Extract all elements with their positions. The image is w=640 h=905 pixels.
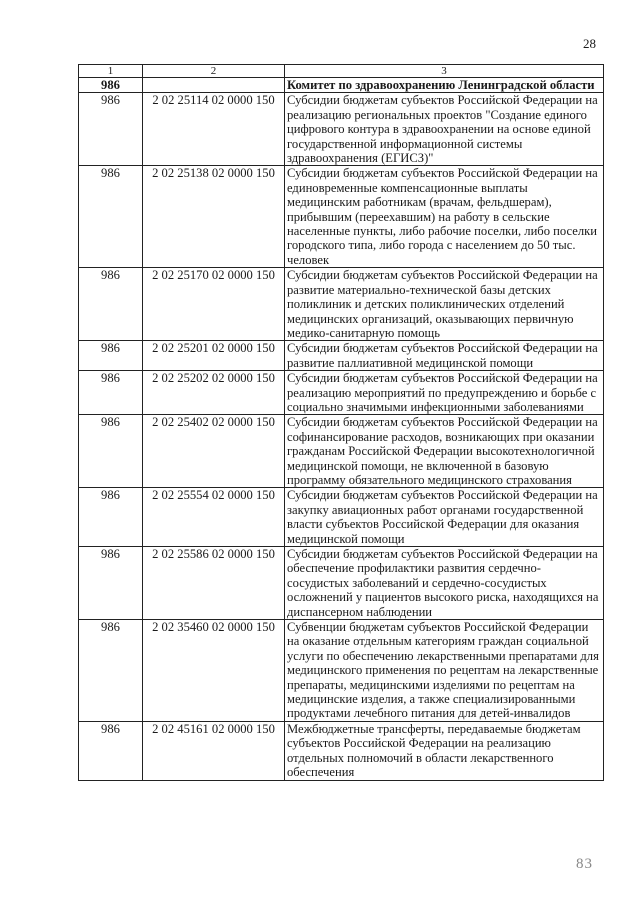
column-header-1: 1 [79, 65, 143, 78]
section-title-cell: Комитет по здравоохранению Ленинградской области [285, 78, 604, 93]
admin-code-cell: 986 [79, 415, 143, 488]
revenue-name-cell: Межбюджетные трансферты, передаваемые бюджетам субъектов Российской Федерации на реализацию отдельных полномочий в области лекарственного обеспечения [285, 721, 604, 780]
table-row [79, 620, 604, 722]
column-header-3: 3 [285, 65, 604, 78]
admin-code-cell: 986 [79, 78, 143, 93]
budget-code-cell: 2 02 25402 02 0000 150 [143, 415, 285, 488]
table-row [79, 93, 604, 166]
table-row [79, 488, 604, 547]
admin-code-cell: 986 [79, 547, 143, 620]
admin-code-cell: 986 [79, 93, 143, 166]
revenue-name-cell: Субвенции бюджетам субъектов Российской Федерации на оказание отдельным категориям граждан социальной услуги по обеспечению лекарственными препаратами для медицинского применения по рецептам на лекарственные препараты, медицинскими изделиями по рецептам на медицинские изделия, а также специализированными продуктами лечебного питания для детей-инвалидов [285, 620, 604, 722]
table-body [79, 78, 604, 781]
revenue-name-cell: Субсидии бюджетам субъектов Российской Федерации на реализацию региональных проектов "Создание единого цифрового контура в здравоохранении на основе единой государственной информационной системы здравоохранения (ЕГИСЗ)" [285, 93, 604, 166]
budget-code-cell: 2 02 25586 02 0000 150 [143, 547, 285, 620]
revenue-name-cell: Субсидии бюджетам субъектов Российской Федерации на реализацию мероприятий по предупреждению и борьбе с социально значимыми инфекционными заболеваниями [285, 371, 604, 415]
table-row [79, 166, 604, 268]
page-number: 28 [583, 36, 596, 51]
table-row [79, 721, 604, 780]
revenue-name-cell: Субсидии бюджетам субъектов Российской Федерации на закупку авиационных работ органами государственной власти субъектов Российской Федерации для оказания медицинской помощи [285, 488, 604, 547]
revenue-name-cell: Субсидии бюджетам субъектов Российской Федерации на развитие паллиативной медицинской помощи [285, 341, 604, 371]
budget-code-cell: 2 02 25114 02 0000 150 [143, 93, 285, 166]
budget-code-cell [143, 78, 285, 93]
budget-code-cell: 2 02 25170 02 0000 150 [143, 268, 285, 341]
table-row [79, 415, 604, 488]
budget-code-cell: 2 02 25138 02 0000 150 [143, 166, 285, 268]
table-row [79, 268, 604, 341]
budget-code-cell: 2 02 25202 02 0000 150 [143, 371, 285, 415]
header-row [79, 65, 604, 78]
admin-code-cell: 986 [79, 620, 143, 722]
revenue-name-cell: Субсидии бюджетам субъектов Российской Федерации на развитие материально-технической базы детских поликлиник и детских поликлинических отделений медицинских организаций, оказывающих первичную медико-санитарную помощь [285, 268, 604, 341]
revenue-name-cell: Субсидии бюджетам субъектов Российской Федерации на единовременные компенсационные выплаты медицинским работникам (врачам, фельдшерам), прибывшим (переехавшим) на работу в сельские населенные пункты, либо рабочие поселки, либо поселки городского типа, либо города с населением до 50 тыс. человек [285, 166, 604, 268]
section-row [79, 78, 604, 93]
corner-stamp-mark: 83 [576, 856, 593, 872]
budget-code-cell: 2 02 25554 02 0000 150 [143, 488, 285, 547]
admin-code-cell: 986 [79, 341, 143, 371]
budget-code-cell: 2 02 35460 02 0000 150 [143, 620, 285, 722]
revenue-name-cell: Субсидии бюджетам субъектов Российской Федерации на обеспечение профилактики развития сердечно-сосудистых заболеваний и сердечно-сосудистых осложнений у пациентов высокого риска, находящихся на диспансерном наблюдении [285, 547, 604, 620]
table-row [79, 341, 604, 371]
revenue-code-table [78, 64, 604, 781]
admin-code-cell: 986 [79, 268, 143, 341]
admin-code-cell: 986 [79, 488, 143, 547]
table-row [79, 371, 604, 415]
admin-code-cell: 986 [79, 371, 143, 415]
admin-code-cell: 986 [79, 166, 143, 268]
budget-code-cell: 2 02 45161 02 0000 150 [143, 721, 285, 780]
table-header [79, 65, 604, 78]
column-header-2: 2 [143, 65, 285, 78]
table-row [79, 547, 604, 620]
admin-code-cell: 986 [79, 721, 143, 780]
budget-code-cell: 2 02 25201 02 0000 150 [143, 341, 285, 371]
revenue-name-cell: Субсидии бюджетам субъектов Российской Федерации на софинансирование расходов, возникающих при оказании гражданам Российской Федерации высокотехнологичной медицинской помощи, не включенной в базовую программу обязательного медицинского страхования [285, 415, 604, 488]
